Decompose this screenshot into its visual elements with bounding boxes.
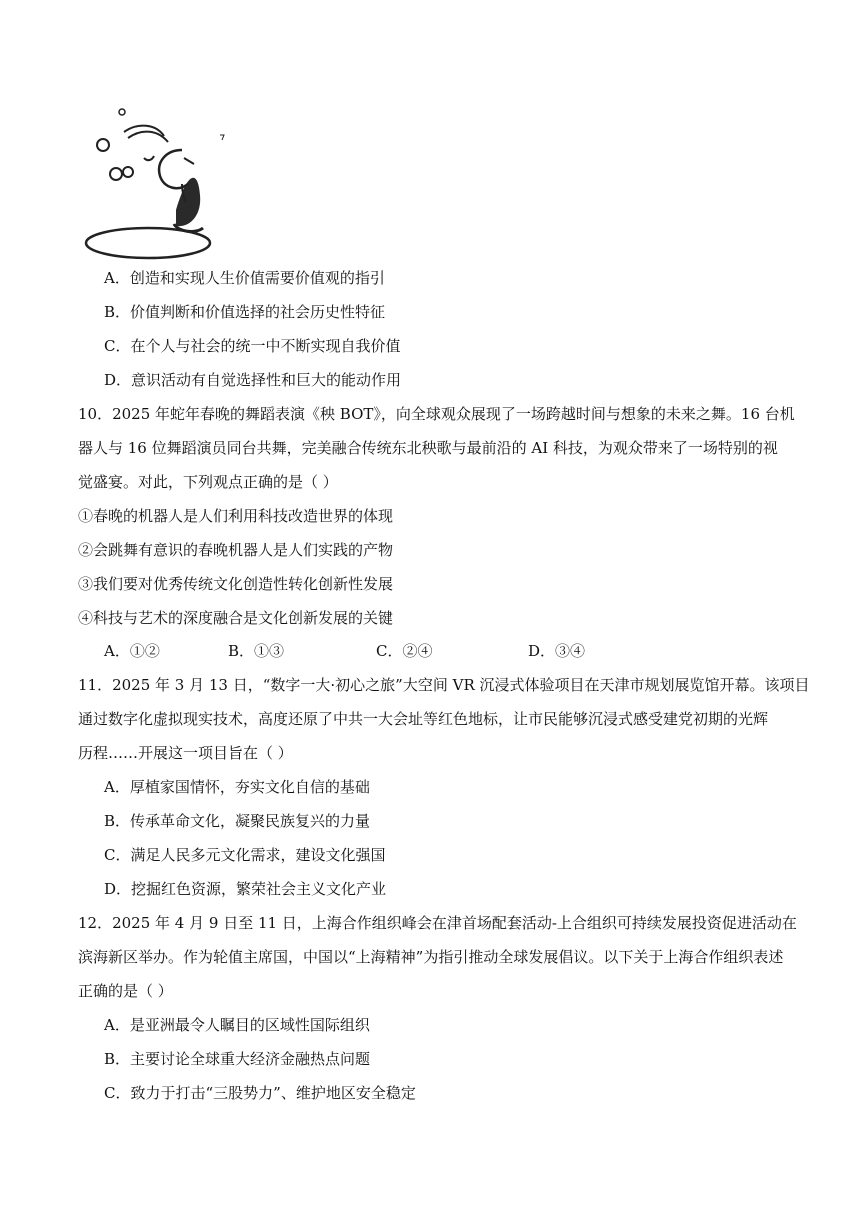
q10-stem-line: 器人与 16 位舞蹈演员同台共舞，完美融合传统东北秧歌与最前沿的 AI 科技，为观众带来了一场特别的视 (78, 439, 778, 457)
q9-option-c: C．在个人与社会的统一中不断实现自我价值 (104, 337, 401, 355)
q10-statement-2: ②会跳舞有意识的春晚机器人是人们实践的产物 (78, 541, 394, 559)
cartoon-illustration (78, 100, 238, 260)
q10-statement-1: ①春晚的机器人是人们利用科技改造世界的体现 (78, 507, 394, 525)
q12-stem-line: 滨海新区举办。作为轮值主席国，中国以“上海精神”为指引推动全球发展倡议。以下关于上海合作组织表述 (78, 948, 784, 966)
q11-option-a: A．厚植家国情怀，夯实文化自信的基础 (104, 778, 370, 796)
q11-stem-line: 通过数字化虚拟现实技术，高度还原了中共一大会址等红色地标，让市民能够沉浸式感受建党初期的光辉 (78, 710, 769, 728)
q10-choice-a: A．①② (104, 642, 160, 660)
q11-stem-line: 历程……开展这一项目旨在（ ） (78, 744, 293, 762)
q10-choice-d: D．③④ (528, 642, 586, 660)
q12-stem-line: 12．2025 年 4 月 9 日至 11 日，上海合作组织峰会在津首场配套活动-上合组织可持续发展投资促进活动在 (78, 914, 797, 932)
q9-option-b: B．价值判断和价值选择的社会历史性特征 (104, 303, 386, 321)
q9-option-d: D．意识活动有自觉选择性和巨大的能动作用 (104, 371, 402, 389)
q10-choice-c: C．②④ (376, 642, 433, 660)
q10-stem-line: 觉盛宴。对此，下列观点正确的是（ ） (78, 473, 338, 491)
q10-statement-3: ③我们要对优秀传统文化创造性转化创新性发展 (78, 575, 394, 593)
q10-statement-4: ④科技与艺术的深度融合是文化创新发展的关键 (78, 609, 394, 627)
q12-option-c: C．致力于打击“三股势力”、维护地区安全稳定 (104, 1084, 416, 1102)
q11-stem-line: 11．2025 年 3 月 13 日，“数字一大·初心之旅”大空间 VR 沉浸式体验项目在天津市规划展览馆开幕。该项目 (78, 676, 810, 694)
q11-option-d: D．挖掘红色资源，繁荣社会主义文化产业 (104, 880, 387, 898)
q10-stem-line: 10．2025 年蛇年春晚的舞蹈表演《秧 BOT》，向全球观众展现了一场跨越时间与想象的未来之舞。16 台机 (78, 405, 795, 423)
q12-stem-line: 正确的是（ ） (78, 982, 173, 1000)
q11-option-b: B．传承革命文化，凝聚民族复兴的力量 (104, 812, 371, 830)
q12-option-b: B．主要讨论全球重大经济金融热点问题 (104, 1050, 371, 1068)
q11-option-c: C．满足人民多元文化需求，建设文化强国 (104, 846, 386, 864)
q10-choice-b: B．①③ (228, 642, 285, 660)
q9-option-a: A．创造和实现人生价值需要价值观的指引 (104, 269, 385, 287)
q12-option-a: A．是亚洲最令人瞩目的区域性国际组织 (104, 1016, 370, 1034)
